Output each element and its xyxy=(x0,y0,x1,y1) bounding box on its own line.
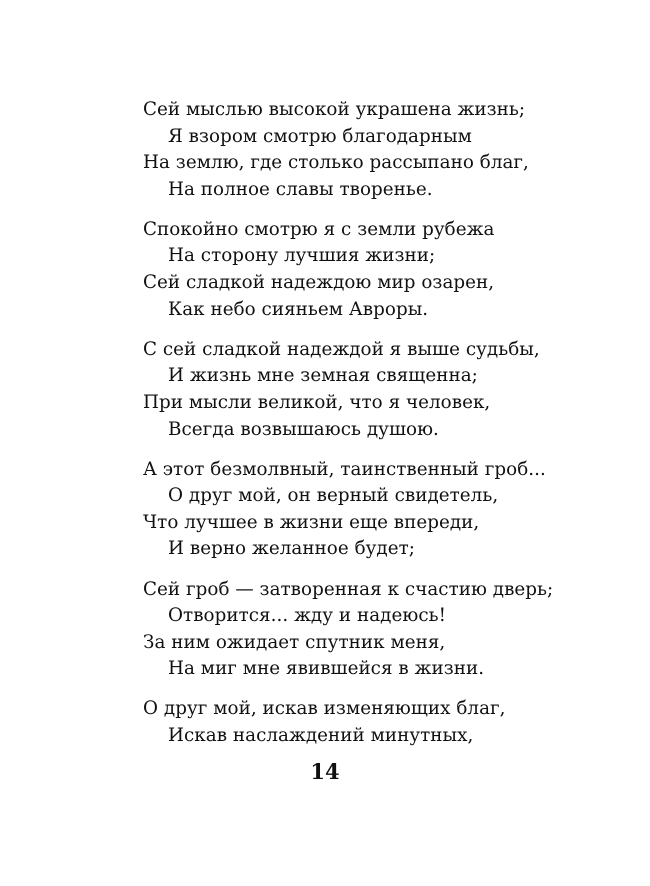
poem-line: Всегда возвышаюсь душою. xyxy=(168,418,439,440)
poem-line: На сторону лучшия жизни; xyxy=(168,245,436,267)
poem-line: На землю, где столько рассыпано благ, xyxy=(143,152,529,174)
poem-line: Спокойно смотрю я с земли рубежа xyxy=(143,218,495,240)
poem-line: На полное славы творенье. xyxy=(168,178,433,200)
poem-line: На миг мне явившейся в жизни. xyxy=(168,658,485,680)
page-number: 14 xyxy=(310,759,340,784)
poem-line: При мысли великой, что я человек, xyxy=(143,391,491,413)
stanza-6 xyxy=(143,696,613,749)
stanza-4 xyxy=(143,457,613,563)
poem-line: Что лучшее в жизни еще впереди, xyxy=(143,511,480,533)
poem-line: Сей гроб — затворенная к счастию дверь; xyxy=(143,578,554,600)
poem-line: Я взором смотрю благодарным xyxy=(168,125,472,147)
stanza-2 xyxy=(143,217,613,323)
poem-line: Искав наслаждений минутных, xyxy=(168,724,474,746)
poem-line: О друг мой, он верный свидетель, xyxy=(168,485,499,507)
poem-line: Сей мыслью высокой украшена жизнь; xyxy=(143,99,526,120)
poem-line: Отворится... жду и надеюсь! xyxy=(168,605,447,627)
stanza-1 xyxy=(143,97,613,203)
poem-line: И верно желанное будет; xyxy=(168,538,415,560)
poem-line: А этот безмолвный, таинственный гроб... xyxy=(143,458,546,480)
poem xyxy=(143,97,613,763)
poem-line: О друг мой, искав изменяющих благ, xyxy=(143,698,506,720)
poem-line: Как небо сияньем Авроры. xyxy=(168,298,429,320)
poem-line: С сей сладкой надеждой я выше судьбы, xyxy=(143,338,540,360)
stanza-5 xyxy=(143,577,613,683)
stanza-3 xyxy=(143,337,613,443)
poem-line: Сей сладкой надеждою мир озарен, xyxy=(143,272,495,294)
poem-line: И жизнь мне земная священна; xyxy=(168,365,478,387)
poem-line: За ним ожидает спутник меня, xyxy=(143,631,446,653)
